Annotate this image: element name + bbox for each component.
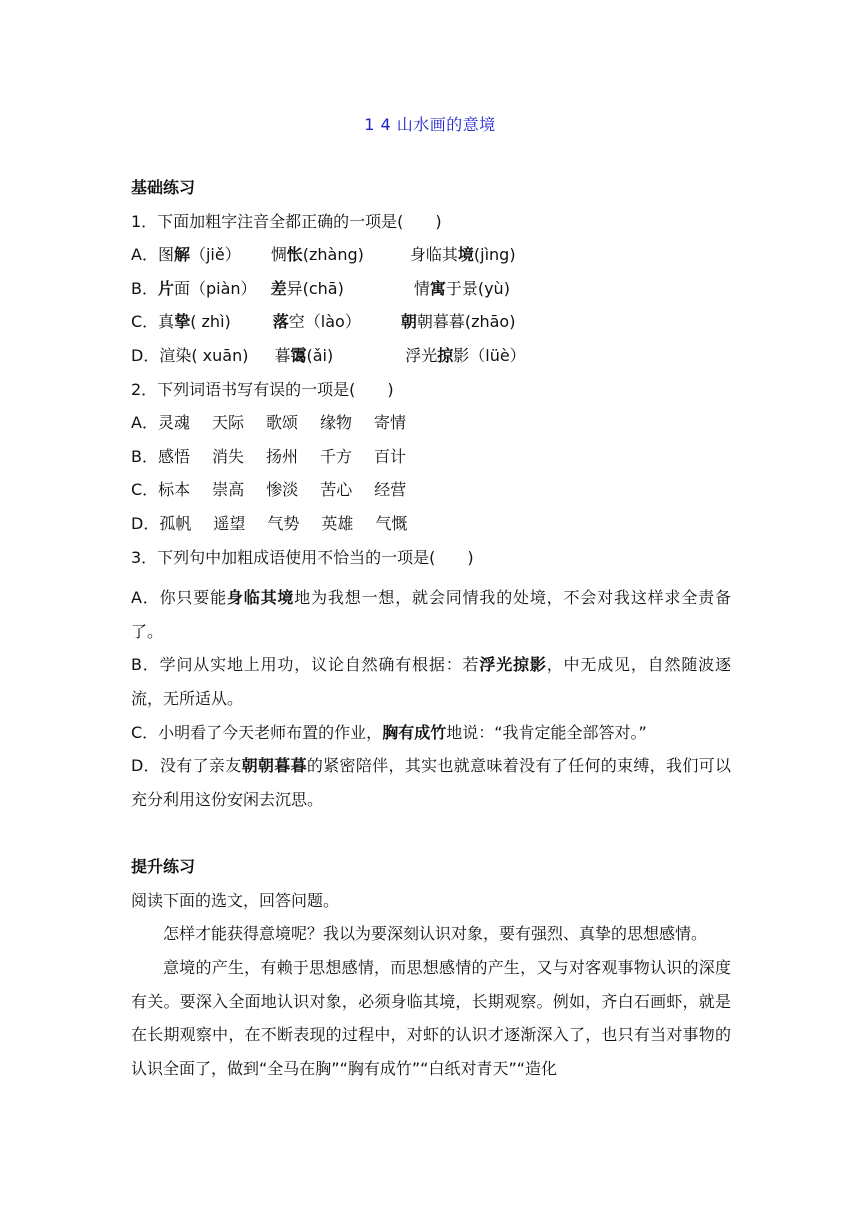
- q1-option-a: [131, 245, 731, 265]
- q2d-word: 英雄: [321, 513, 354, 533]
- q3d-text: 的紧密陪伴，其实也就意味着没有了任何的束缚，我们可以充分利用这份安闲去沉思。: [131, 756, 731, 809]
- q1d-text: 影（lüè）: [453, 345, 526, 365]
- section-heading-advanced: 提升练习: [131, 857, 196, 877]
- q1d-bold: 掠: [437, 345, 454, 365]
- reading-paragraph-1: 怎样才能获得意境呢？我以为要深刻认识对象，要有强烈、真挚的思想感情。: [163, 924, 708, 944]
- section-gap: [131, 816, 731, 850]
- q3c-text: C．小明看了今天老师布置的作业，: [131, 722, 383, 742]
- q1c-bold: 朝: [400, 312, 417, 332]
- q3a-text: 地为我想一想，就会同情我的处境，不会对我这样求全责备了。: [131, 588, 731, 641]
- q1a-bold: 怅: [286, 245, 303, 265]
- q2b-word: B．感悟: [131, 446, 190, 466]
- q3c-text: 地说：“我肯定能全部答对。”: [446, 722, 647, 742]
- q2-option-b: [131, 447, 731, 467]
- reading-intro: 阅读下面的选文，回答问题。: [131, 890, 340, 910]
- q2d-word: 气势: [267, 513, 300, 533]
- q2b-word: 消失: [211, 446, 244, 466]
- q1a-text: (zhàng): [302, 245, 364, 265]
- q1d-text: D．渲染( xuān): [131, 345, 249, 365]
- q2a-word: 歌颂: [265, 413, 298, 433]
- q3b-text: B．学问从实地上用功，议论自然确有根据：若: [131, 655, 480, 675]
- q1b-bold: 差: [270, 278, 287, 298]
- q2-option-d: [131, 514, 731, 534]
- q2a-word: A．灵魂: [131, 413, 190, 433]
- q1c-text: 空（lào）: [288, 312, 361, 332]
- question-2-stem: 2．下列词语书写有误的一项是( ): [131, 379, 394, 399]
- q2d-word: D．孤帆: [131, 513, 192, 533]
- q1b-text: 异(chā): [286, 278, 344, 298]
- page-title: 1 4 山水画的意境: [364, 115, 496, 134]
- q1c-text: 朝暮暮(zhāo): [416, 312, 516, 332]
- reading-paragraph-2: 意境的产生，有赖于思想感情，而思想感情的产生，又与对客观事物认识的深度有关。要深入全面地认识对象，必须身临其境，长期观察。例如，齐白石画虾，就是在长期观察中，在不断表现的过程中，对虾的认识才逐渐深入了，也只有当对事物的认识全面了，做到“全马在胸”“胸有成竹”“白纸对青天”“造化: [131, 958, 731, 1078]
- q1c-bold: 挚: [174, 312, 191, 332]
- q2-option-c: [131, 480, 731, 500]
- q1a-bold: 解: [173, 245, 190, 265]
- q1a-text: 惆: [270, 245, 287, 265]
- q3c-bold: 胸有成竹: [382, 722, 447, 742]
- q1b-text: 情: [413, 278, 430, 298]
- q2d-word: 气慨: [375, 513, 408, 533]
- q2-option-a: [131, 413, 731, 433]
- q3-option-b: [131, 648, 731, 715]
- q1a-text: A．图: [131, 245, 174, 265]
- q2c-word: 崇高: [212, 480, 245, 500]
- q2a-word: 缘物: [319, 413, 352, 433]
- q2c-word: C．标本: [131, 480, 191, 500]
- q2b-word: 千方: [320, 446, 353, 466]
- q1b-bold: 片: [157, 278, 174, 298]
- q1-option-b: [131, 279, 731, 299]
- q3-option-c: [131, 716, 731, 750]
- q1b-text: B．: [131, 278, 158, 298]
- q1d-text: (ǎi): [306, 345, 334, 365]
- q1a-text: (jìng): [473, 245, 516, 265]
- q3-option-d: [131, 749, 731, 816]
- q1b-bold: 寓: [429, 278, 446, 298]
- q1d-bold: 霭: [290, 345, 307, 365]
- q3b-text: ，中无成见，自然随波逐流，无所适从。: [131, 655, 731, 708]
- q1-option-d: [131, 346, 731, 366]
- q1c-text: C．真: [131, 312, 175, 332]
- q2c-word: 苦心: [320, 480, 353, 500]
- q1c-bold: 落: [272, 312, 289, 332]
- q3d-text: D．没有了亲友: [131, 756, 242, 776]
- q1d-text: 浮光: [405, 345, 438, 365]
- q2a-word: 寄情: [374, 413, 407, 433]
- q1a-text: （jiě）: [189, 245, 241, 265]
- q1a-bold: 境: [457, 245, 474, 265]
- q1a-text: 身临其: [409, 245, 458, 265]
- question-3-stem: 3．下列句中加粗成语使用不恰当的一项是( ): [131, 547, 474, 567]
- q1b-text: 面（piàn）: [174, 278, 257, 298]
- q3a-text: A．你只要能: [131, 588, 227, 608]
- q2b-word: 扬州: [266, 446, 299, 466]
- q2c-word: 经营: [374, 480, 407, 500]
- content: [131, 178, 731, 1085]
- q3b-bold: 浮光掠影: [479, 655, 547, 675]
- section-heading-basic: 基础练习: [131, 178, 196, 197]
- q1c-text: ( zhì): [190, 312, 231, 332]
- q1b-text: 于景(yù): [445, 278, 510, 298]
- q1-option-c: [131, 312, 731, 332]
- q2c-word: 惨淡: [266, 480, 299, 500]
- q2d-word: 遥望: [213, 513, 246, 533]
- q3d-bold: 朝朝暮暮: [241, 756, 307, 776]
- q2a-word: 天际: [211, 413, 244, 433]
- q1d-text: 暮: [274, 345, 291, 365]
- question-1-stem: 1．下面加粗字注音全都正确的一项是( ): [131, 211, 442, 231]
- q2b-word: 百计: [374, 446, 407, 466]
- q3a-bold: 身临其境: [226, 588, 295, 608]
- q3-option-a: [131, 581, 731, 648]
